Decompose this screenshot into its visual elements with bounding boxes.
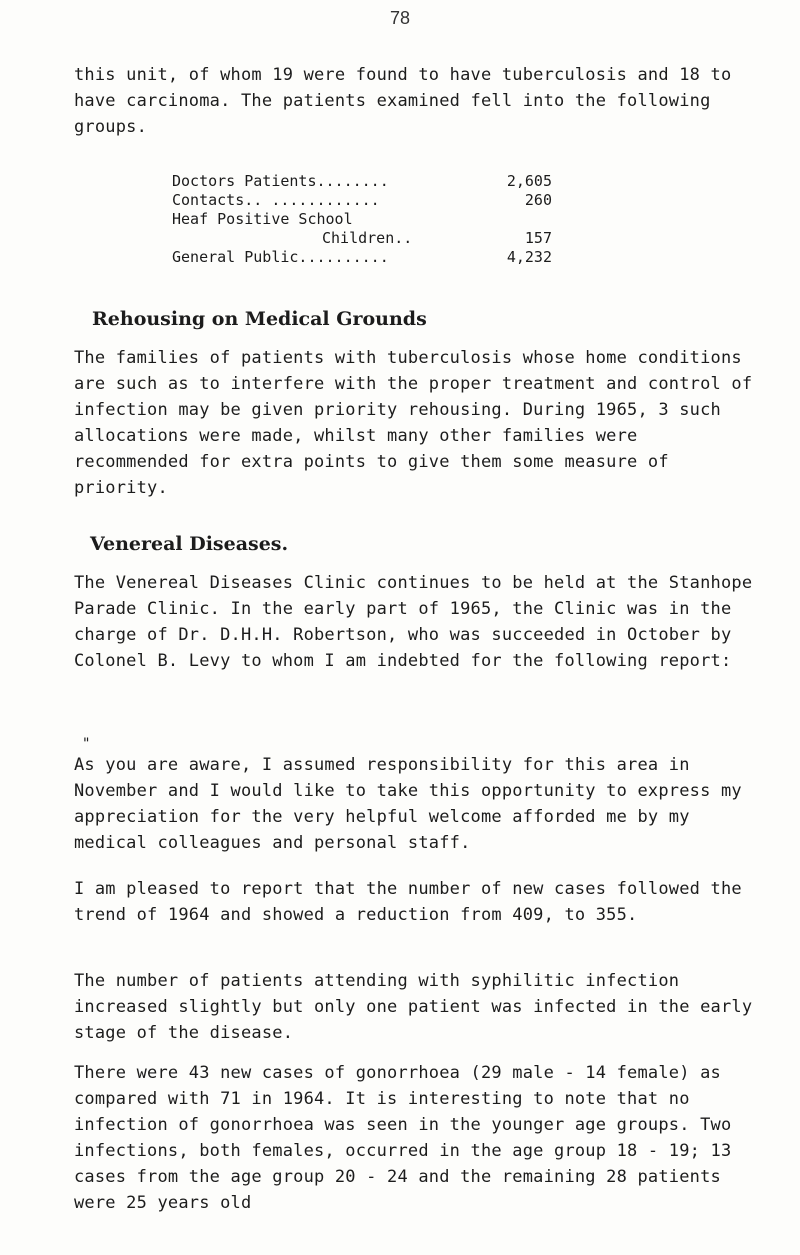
page-number: 78 xyxy=(389,8,411,28)
group-count: 2,605 xyxy=(506,172,552,190)
group-label: Doctors Patients........ xyxy=(172,172,389,190)
venereal-paragraph-1: The Venereal Diseases Clinic continues to be held at the Stanhope Parade Clinic. In the early part of 1965, the Clinic was in the charge of Dr. D.H.H. Robertson, who was succeeded in October by Colonel B. Levy to whom I am indebted for the following report: xyxy=(74,573,753,671)
group-count: 157 xyxy=(524,229,552,247)
group-row xyxy=(172,172,552,191)
group-count: 4,232 xyxy=(506,248,552,266)
intro-paragraph: this unit, of whom 19 were found to have tuberculosis and 18 to have carcinoma. The patients examined fell into the following groups. xyxy=(74,65,732,137)
venereal-paragraph-5: There were 43 new cases of gonorrhoea (29 male - 14 female) as compared with 71 in 1964. It is interesting to note that no infection of gonorrhoea was seen in the younger age groups. Two infections, both females, occurred in the age group 18 - 19; 13 cases from the age group 20 - 24 and the remaining 28 patients were 25 years old xyxy=(74,1063,732,1213)
opening-quote-mark: " xyxy=(82,736,91,752)
group-label: Heaf Positive School xyxy=(172,210,353,228)
group-label: Children.. xyxy=(322,229,413,247)
rehousing-heading: Rehousing on Medical Grounds xyxy=(92,308,427,330)
venereal-paragraph-3: I am pleased to report that the number of new cases followed the trend of 1964 and showed a reduction from 409, to 355. xyxy=(74,879,742,925)
venereal-heading: Venereal Diseases. xyxy=(90,533,289,555)
group-row xyxy=(172,191,552,210)
group-label: Contacts.. ............ xyxy=(172,191,380,209)
rehousing-paragraph: The families of patients with tuberculosis whose home conditions are such as to interfere with the proper treatment and control of infection may be given priority rehousing. During 1965, 3 such allocations were made, whilst many other families were recommended for extra points to give them some measure of priority. xyxy=(74,348,753,498)
group-row xyxy=(172,229,552,248)
group-count xyxy=(482,210,552,229)
venereal-paragraph-4: The number of patients attending with syphilitic infection increased slightly but only one patient was infected in the early stage of the disease. xyxy=(74,971,753,1043)
venereal-paragraph-2: As you are aware, I assumed responsibility for this area in November and I would like to take this opportunity to express my appreciation for the very helpful welcome afforded me by my medical colleagues and personal staff. xyxy=(74,755,742,853)
group-row xyxy=(172,248,552,267)
group-row xyxy=(172,210,552,229)
patient-groups-table xyxy=(172,172,552,267)
group-label: General Public.......... xyxy=(172,248,389,266)
group-count: 260 xyxy=(524,191,552,209)
